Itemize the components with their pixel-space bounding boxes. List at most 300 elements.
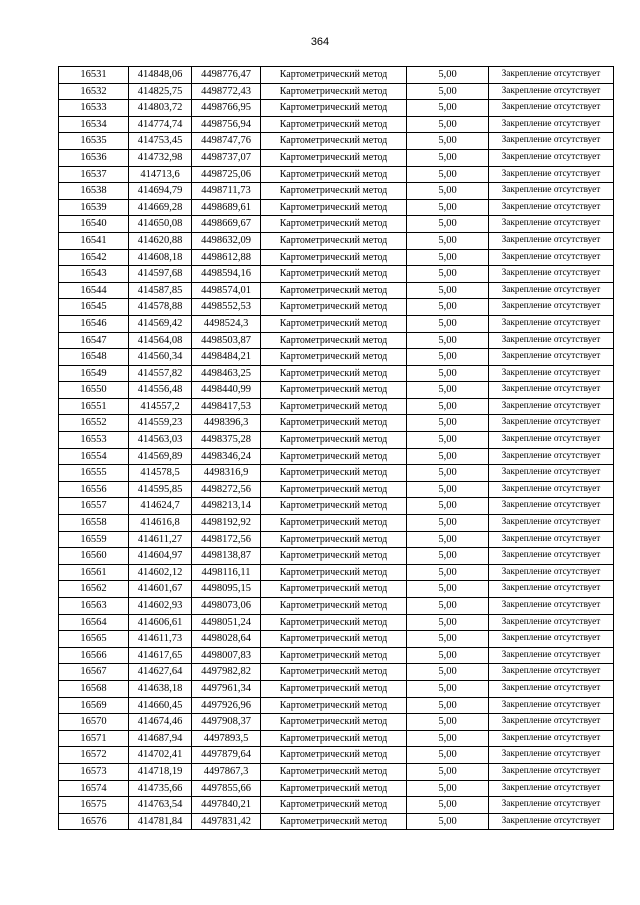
accuracy-cell: 5,00: [407, 714, 489, 731]
table-row: [59, 199, 614, 216]
fixing-description-cell: Закрепление отсутствует: [489, 647, 614, 664]
accuracy-cell: 5,00: [407, 531, 489, 548]
fixing-description-cell: Закрепление отсутствует: [489, 100, 614, 117]
method-cell: Картометрический метод: [261, 647, 407, 664]
point-number-cell: 16569: [59, 697, 129, 714]
x-coordinate-cell: 414617,65: [129, 647, 192, 664]
method-cell: Картометрический метод: [261, 747, 407, 764]
fixing-description-cell: Закрепление отсутствует: [489, 680, 614, 697]
method-cell: Картометрический метод: [261, 116, 407, 133]
accuracy-cell: 5,00: [407, 398, 489, 415]
fixing-description-cell: Закрепление отсутствует: [489, 498, 614, 515]
accuracy-cell: 5,00: [407, 664, 489, 681]
point-number-cell: 16560: [59, 548, 129, 565]
x-coordinate-cell: 414687,94: [129, 730, 192, 747]
accuracy-cell: 5,00: [407, 133, 489, 150]
x-coordinate-cell: 414735,66: [129, 780, 192, 797]
fixing-description-cell: Закрепление отсутствует: [489, 598, 614, 615]
point-number-cell: 16567: [59, 664, 129, 681]
fixing-description-cell: Закрепление отсутствует: [489, 149, 614, 166]
y-coordinate-cell: 4498503,87: [192, 332, 261, 349]
x-coordinate-cell: 414611,27: [129, 531, 192, 548]
table-row: [59, 548, 614, 565]
x-coordinate-cell: 414694,79: [129, 183, 192, 200]
table-body: [59, 67, 614, 830]
accuracy-cell: 5,00: [407, 548, 489, 565]
accuracy-cell: 5,00: [407, 249, 489, 266]
table-row: [59, 647, 614, 664]
method-cell: Картометрический метод: [261, 332, 407, 349]
accuracy-cell: 5,00: [407, 465, 489, 482]
point-number-cell: 16536: [59, 149, 129, 166]
fixing-description-cell: Закрепление отсутствует: [489, 614, 614, 631]
x-coordinate-cell: 414559,23: [129, 415, 192, 432]
y-coordinate-cell: 4498192,92: [192, 515, 261, 532]
fixing-description-cell: Закрепление отсутствует: [489, 116, 614, 133]
fixing-description-cell: Закрепление отсутствует: [489, 697, 614, 714]
fixing-description-cell: Закрепление отсутствует: [489, 548, 614, 565]
x-coordinate-cell: 414624,7: [129, 498, 192, 515]
point-number-cell: 16557: [59, 498, 129, 515]
method-cell: Картометрический метод: [261, 299, 407, 316]
method-cell: Картометрический метод: [261, 166, 407, 183]
y-coordinate-cell: 4497879,64: [192, 747, 261, 764]
point-number-cell: 16555: [59, 465, 129, 482]
y-coordinate-cell: 4498747,76: [192, 133, 261, 150]
fixing-description-cell: Закрепление отсутствует: [489, 382, 614, 399]
x-coordinate-cell: 414563,03: [129, 432, 192, 449]
fixing-description-cell: Закрепление отсутствует: [489, 581, 614, 598]
y-coordinate-cell: 4498594,16: [192, 266, 261, 283]
y-coordinate-cell: 4498737,07: [192, 149, 261, 166]
x-coordinate-cell: 414627,64: [129, 664, 192, 681]
table-row: [59, 813, 614, 830]
table-row: [59, 67, 614, 84]
point-number-cell: 16571: [59, 730, 129, 747]
point-number-cell: 16531: [59, 67, 129, 84]
table-row: [59, 714, 614, 731]
point-number-cell: 16549: [59, 365, 129, 382]
table-row: [59, 481, 614, 498]
table-row: [59, 216, 614, 233]
y-coordinate-cell: 4497855,66: [192, 780, 261, 797]
method-cell: Картометрический метод: [261, 67, 407, 84]
fixing-description-cell: Закрепление отсутствует: [489, 813, 614, 830]
y-coordinate-cell: 4498756,94: [192, 116, 261, 133]
fixing-description-cell: Закрепление отсутствует: [489, 531, 614, 548]
method-cell: Картометрический метод: [261, 714, 407, 731]
point-number-cell: 16542: [59, 249, 129, 266]
table-row: [59, 166, 614, 183]
method-cell: Картометрический метод: [261, 481, 407, 498]
table-row: [59, 133, 614, 150]
point-number-cell: 16535: [59, 133, 129, 150]
fixing-description-cell: Закрепление отсутствует: [489, 349, 614, 366]
accuracy-cell: 5,00: [407, 598, 489, 615]
fixing-description-cell: Закрепление отсутствует: [489, 166, 614, 183]
y-coordinate-cell: 4498725,06: [192, 166, 261, 183]
method-cell: Картометрический метод: [261, 249, 407, 266]
fixing-description-cell: Закрепление отсутствует: [489, 365, 614, 382]
accuracy-cell: 5,00: [407, 216, 489, 233]
x-coordinate-cell: 414569,42: [129, 315, 192, 332]
fixing-description-cell: Закрепление отсутствует: [489, 664, 614, 681]
fixing-description-cell: Закрепление отсутствует: [489, 763, 614, 780]
table-row: [59, 797, 614, 814]
x-coordinate-cell: 414669,28: [129, 199, 192, 216]
x-coordinate-cell: 414578,5: [129, 465, 192, 482]
method-cell: Картометрический метод: [261, 498, 407, 515]
table-row: [59, 249, 614, 266]
x-coordinate-cell: 414557,82: [129, 365, 192, 382]
accuracy-cell: 5,00: [407, 266, 489, 283]
x-coordinate-cell: 414604,97: [129, 548, 192, 565]
x-coordinate-cell: 414606,61: [129, 614, 192, 631]
method-cell: Картометрический метод: [261, 631, 407, 648]
x-coordinate-cell: 414702,41: [129, 747, 192, 764]
point-number-cell: 16548: [59, 349, 129, 366]
point-number-cell: 16556: [59, 481, 129, 498]
fixing-description-cell: Закрепление отсутствует: [489, 332, 614, 349]
method-cell: Картометрический метод: [261, 780, 407, 797]
point-number-cell: 16533: [59, 100, 129, 117]
accuracy-cell: 5,00: [407, 149, 489, 166]
x-coordinate-cell: 414597,68: [129, 266, 192, 283]
table-row: [59, 432, 614, 449]
point-number-cell: 16547: [59, 332, 129, 349]
table-row: [59, 531, 614, 548]
point-number-cell: 16541: [59, 232, 129, 249]
fixing-description-cell: Закрепление отсутствует: [489, 199, 614, 216]
accuracy-cell: 5,00: [407, 481, 489, 498]
x-coordinate-cell: 414713,6: [129, 166, 192, 183]
point-number-cell: 16574: [59, 780, 129, 797]
y-coordinate-cell: 4498632,09: [192, 232, 261, 249]
fixing-description-cell: Закрепление отсутствует: [489, 315, 614, 332]
point-number-cell: 16539: [59, 199, 129, 216]
y-coordinate-cell: 4498095,15: [192, 581, 261, 598]
y-coordinate-cell: 4498574,01: [192, 282, 261, 299]
fixing-description-cell: Закрепление отсутствует: [489, 432, 614, 449]
accuracy-cell: 5,00: [407, 67, 489, 84]
y-coordinate-cell: 4498051,24: [192, 614, 261, 631]
y-coordinate-cell: 4498028,64: [192, 631, 261, 648]
x-coordinate-cell: 414620,88: [129, 232, 192, 249]
method-cell: Картометрический метод: [261, 349, 407, 366]
x-coordinate-cell: 414602,93: [129, 598, 192, 615]
x-coordinate-cell: 414638,18: [129, 680, 192, 697]
x-coordinate-cell: 414848,06: [129, 67, 192, 84]
accuracy-cell: 5,00: [407, 232, 489, 249]
method-cell: Картометрический метод: [261, 730, 407, 747]
table-row: [59, 730, 614, 747]
method-cell: Картометрический метод: [261, 531, 407, 548]
method-cell: Картометрический метод: [261, 282, 407, 299]
y-coordinate-cell: 4498612,88: [192, 249, 261, 266]
method-cell: Картометрический метод: [261, 266, 407, 283]
method-cell: Картометрический метод: [261, 432, 407, 449]
x-coordinate-cell: 414587,85: [129, 282, 192, 299]
method-cell: Картометрический метод: [261, 315, 407, 332]
method-cell: Картометрический метод: [261, 680, 407, 697]
fixing-description-cell: Закрепление отсутствует: [489, 714, 614, 731]
accuracy-cell: 5,00: [407, 797, 489, 814]
point-number-cell: 16566: [59, 647, 129, 664]
point-number-cell: 16559: [59, 531, 129, 548]
method-cell: Картометрический метод: [261, 614, 407, 631]
method-cell: Картометрический метод: [261, 813, 407, 830]
y-coordinate-cell: 4498463,25: [192, 365, 261, 382]
fixing-description-cell: Закрепление отсутствует: [489, 730, 614, 747]
point-number-cell: 16554: [59, 448, 129, 465]
table-row: [59, 598, 614, 615]
accuracy-cell: 5,00: [407, 415, 489, 432]
table-row: [59, 498, 614, 515]
fixing-description-cell: Закрепление отсутствует: [489, 83, 614, 100]
y-coordinate-cell: 4498116,11: [192, 564, 261, 581]
coordinates-table-container: [58, 66, 614, 830]
method-cell: Картометрический метод: [261, 232, 407, 249]
fixing-description-cell: Закрепление отсутствует: [489, 216, 614, 233]
point-number-cell: 16564: [59, 614, 129, 631]
y-coordinate-cell: 4497893,5: [192, 730, 261, 747]
y-coordinate-cell: 4497982,82: [192, 664, 261, 681]
point-number-cell: 16565: [59, 631, 129, 648]
table-row: [59, 266, 614, 283]
table-row: [59, 564, 614, 581]
fixing-description-cell: Закрепление отсутствует: [489, 564, 614, 581]
x-coordinate-cell: 414753,45: [129, 133, 192, 150]
y-coordinate-cell: 4498766,95: [192, 100, 261, 117]
y-coordinate-cell: 4498138,87: [192, 548, 261, 565]
y-coordinate-cell: 4498669,67: [192, 216, 261, 233]
method-cell: Картометрический метод: [261, 548, 407, 565]
accuracy-cell: 5,00: [407, 365, 489, 382]
accuracy-cell: 5,00: [407, 432, 489, 449]
y-coordinate-cell: 4498346,24: [192, 448, 261, 465]
point-number-cell: 16545: [59, 299, 129, 316]
table-row: [59, 747, 614, 764]
method-cell: Картометрический метод: [261, 697, 407, 714]
fixing-description-cell: Закрепление отсутствует: [489, 747, 614, 764]
point-number-cell: 16561: [59, 564, 129, 581]
y-coordinate-cell: 4498007,83: [192, 647, 261, 664]
accuracy-cell: 5,00: [407, 631, 489, 648]
table-row: [59, 382, 614, 399]
x-coordinate-cell: 414578,88: [129, 299, 192, 316]
x-coordinate-cell: 414718,19: [129, 763, 192, 780]
point-number-cell: 16568: [59, 680, 129, 697]
y-coordinate-cell: 4498396,3: [192, 415, 261, 432]
y-coordinate-cell: 4498689,61: [192, 199, 261, 216]
accuracy-cell: 5,00: [407, 680, 489, 697]
x-coordinate-cell: 414602,12: [129, 564, 192, 581]
x-coordinate-cell: 414803,72: [129, 100, 192, 117]
method-cell: Картометрический метод: [261, 183, 407, 200]
x-coordinate-cell: 414781,84: [129, 813, 192, 830]
table-row: [59, 282, 614, 299]
table-row: [59, 664, 614, 681]
accuracy-cell: 5,00: [407, 349, 489, 366]
table-row: [59, 631, 614, 648]
accuracy-cell: 5,00: [407, 166, 489, 183]
point-number-cell: 16551: [59, 398, 129, 415]
table-row: [59, 515, 614, 532]
method-cell: Картометрический метод: [261, 797, 407, 814]
table-row: [59, 332, 614, 349]
fixing-description-cell: Закрепление отсутствует: [489, 465, 614, 482]
point-number-cell: 16576: [59, 813, 129, 830]
x-coordinate-cell: 414674,46: [129, 714, 192, 731]
fixing-description-cell: Закрепление отсутствует: [489, 183, 614, 200]
page-number: 364: [310, 36, 330, 48]
fixing-description-cell: Закрепление отсутствует: [489, 299, 614, 316]
x-coordinate-cell: 414825,75: [129, 83, 192, 100]
accuracy-cell: 5,00: [407, 382, 489, 399]
method-cell: Картометрический метод: [261, 581, 407, 598]
accuracy-cell: 5,00: [407, 116, 489, 133]
table-row: [59, 149, 614, 166]
x-coordinate-cell: 414595,85: [129, 481, 192, 498]
fixing-description-cell: Закрепление отсутствует: [489, 481, 614, 498]
fixing-description-cell: Закрепление отсутствует: [489, 448, 614, 465]
fixing-description-cell: Закрепление отсутствует: [489, 266, 614, 283]
fixing-description-cell: Закрепление отсутствует: [489, 282, 614, 299]
fixing-description-cell: Закрепление отсутствует: [489, 133, 614, 150]
y-coordinate-cell: 4498552,53: [192, 299, 261, 316]
table-row: [59, 183, 614, 200]
method-cell: Картометрический метод: [261, 100, 407, 117]
accuracy-cell: 5,00: [407, 813, 489, 830]
table-row: [59, 763, 614, 780]
accuracy-cell: 5,00: [407, 282, 489, 299]
accuracy-cell: 5,00: [407, 697, 489, 714]
fixing-description-cell: Закрепление отсутствует: [489, 398, 614, 415]
table-row: [59, 299, 614, 316]
point-number-cell: 16550: [59, 382, 129, 399]
x-coordinate-cell: 414560,34: [129, 349, 192, 366]
method-cell: Картометрический метод: [261, 515, 407, 532]
x-coordinate-cell: 414564,08: [129, 332, 192, 349]
y-coordinate-cell: 4498272,56: [192, 481, 261, 498]
point-number-cell: 16573: [59, 763, 129, 780]
method-cell: Картометрический метод: [261, 664, 407, 681]
y-coordinate-cell: 4497831,42: [192, 813, 261, 830]
fixing-description-cell: Закрепление отсутствует: [489, 232, 614, 249]
method-cell: Картометрический метод: [261, 133, 407, 150]
point-number-cell: 16544: [59, 282, 129, 299]
point-number-cell: 16575: [59, 797, 129, 814]
point-number-cell: 16558: [59, 515, 129, 532]
x-coordinate-cell: 414601,67: [129, 581, 192, 598]
x-coordinate-cell: 414569,89: [129, 448, 192, 465]
table-row: [59, 614, 614, 631]
accuracy-cell: 5,00: [407, 780, 489, 797]
x-coordinate-cell: 414557,2: [129, 398, 192, 415]
table-row: [59, 116, 614, 133]
method-cell: Картометрический метод: [261, 598, 407, 615]
point-number-cell: 16553: [59, 432, 129, 449]
table-row: [59, 448, 614, 465]
fixing-description-cell: Закрепление отсутствует: [489, 515, 614, 532]
y-coordinate-cell: 4498524,3: [192, 315, 261, 332]
table-row: [59, 232, 614, 249]
method-cell: Картометрический метод: [261, 398, 407, 415]
accuracy-cell: 5,00: [407, 730, 489, 747]
x-coordinate-cell: 414774,74: [129, 116, 192, 133]
coordinates-table: [58, 66, 614, 830]
table-row: [59, 697, 614, 714]
point-number-cell: 16538: [59, 183, 129, 200]
x-coordinate-cell: 414732,98: [129, 149, 192, 166]
y-coordinate-cell: 4498440,99: [192, 382, 261, 399]
y-coordinate-cell: 4498417,53: [192, 398, 261, 415]
method-cell: Картометрический метод: [261, 448, 407, 465]
accuracy-cell: 5,00: [407, 100, 489, 117]
point-number-cell: 16546: [59, 315, 129, 332]
point-number-cell: 16563: [59, 598, 129, 615]
accuracy-cell: 5,00: [407, 199, 489, 216]
method-cell: Картометрический метод: [261, 216, 407, 233]
x-coordinate-cell: 414616,8: [129, 515, 192, 532]
fixing-description-cell: Закрепление отсутствует: [489, 249, 614, 266]
y-coordinate-cell: 4497867,3: [192, 763, 261, 780]
method-cell: Картометрический метод: [261, 465, 407, 482]
x-coordinate-cell: 414660,45: [129, 697, 192, 714]
y-coordinate-cell: 4498776,47: [192, 67, 261, 84]
accuracy-cell: 5,00: [407, 647, 489, 664]
point-number-cell: 16534: [59, 116, 129, 133]
point-number-cell: 16540: [59, 216, 129, 233]
y-coordinate-cell: 4497840,21: [192, 797, 261, 814]
y-coordinate-cell: 4498172,56: [192, 531, 261, 548]
point-number-cell: 16537: [59, 166, 129, 183]
y-coordinate-cell: 4497908,37: [192, 714, 261, 731]
table-row: [59, 465, 614, 482]
accuracy-cell: 5,00: [407, 515, 489, 532]
accuracy-cell: 5,00: [407, 763, 489, 780]
x-coordinate-cell: 414608,18: [129, 249, 192, 266]
method-cell: Картометрический метод: [261, 564, 407, 581]
accuracy-cell: 5,00: [407, 183, 489, 200]
fixing-description-cell: Закрепление отсутствует: [489, 780, 614, 797]
method-cell: Картометрический метод: [261, 763, 407, 780]
table-row: [59, 581, 614, 598]
y-coordinate-cell: 4498772,43: [192, 83, 261, 100]
accuracy-cell: 5,00: [407, 315, 489, 332]
table-row: [59, 780, 614, 797]
y-coordinate-cell: 4498073,06: [192, 598, 261, 615]
x-coordinate-cell: 414611,73: [129, 631, 192, 648]
table-row: [59, 349, 614, 366]
y-coordinate-cell: 4498375,28: [192, 432, 261, 449]
point-number-cell: 16543: [59, 266, 129, 283]
y-coordinate-cell: 4498484,21: [192, 349, 261, 366]
table-row: [59, 100, 614, 117]
accuracy-cell: 5,00: [407, 614, 489, 631]
method-cell: Картометрический метод: [261, 149, 407, 166]
point-number-cell: 16572: [59, 747, 129, 764]
table-row: [59, 315, 614, 332]
y-coordinate-cell: 4497926,96: [192, 697, 261, 714]
fixing-description-cell: Закрепление отсутствует: [489, 797, 614, 814]
y-coordinate-cell: 4498711,73: [192, 183, 261, 200]
table-row: [59, 83, 614, 100]
fixing-description-cell: Закрепление отсутствует: [489, 415, 614, 432]
point-number-cell: 16570: [59, 714, 129, 731]
accuracy-cell: 5,00: [407, 448, 489, 465]
method-cell: Картометрический метод: [261, 382, 407, 399]
